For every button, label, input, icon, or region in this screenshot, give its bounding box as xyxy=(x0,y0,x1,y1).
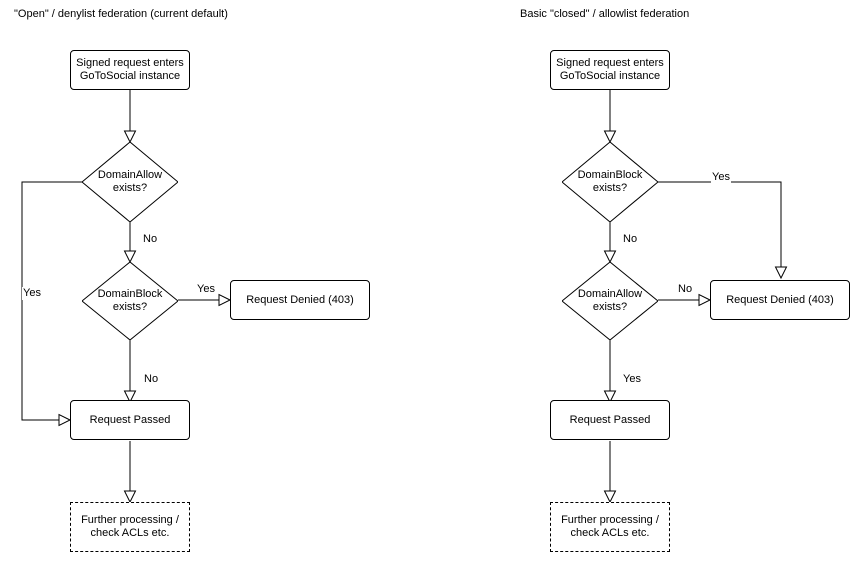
left-denied-node xyxy=(230,280,370,320)
left-entry-node xyxy=(70,50,190,90)
left-first-no-label: No xyxy=(143,233,158,245)
right-denied-node xyxy=(710,280,850,320)
right-first-decision-node xyxy=(562,142,658,222)
left-further-label: Further processing / check ACLs etc. xyxy=(81,514,179,539)
right-second-decision-node xyxy=(562,262,658,340)
left-second-decision-label: DomainBlock exists? xyxy=(97,288,163,313)
left-denied-label: Request Denied (403) xyxy=(246,293,354,306)
arrowhead-left-3 xyxy=(59,415,70,426)
right-further-node xyxy=(550,502,670,552)
right-first-yes-label: Yes xyxy=(712,171,730,183)
right-second-no-label: No xyxy=(678,283,693,295)
arrowhead-right-4 xyxy=(699,295,710,306)
right-diagram-title: Basic "closed" / allowlist federation xyxy=(520,8,690,20)
edge-right-block-yes xyxy=(658,182,781,268)
left-entry-label: Signed request enters GoToSocial instance xyxy=(76,57,184,82)
left-first-decision-node xyxy=(82,142,178,222)
left-second-yes-label: Yes xyxy=(197,283,215,295)
right-second-yes-label: Yes xyxy=(623,373,641,385)
edge-left-allow-yes xyxy=(22,182,82,420)
arrowhead-left-2 xyxy=(125,251,136,262)
left-second-decision-node xyxy=(82,262,178,340)
right-second-decision-label: DomainAllow exists? xyxy=(577,288,643,313)
arrowhead-left-4 xyxy=(219,295,230,306)
right-further-label: Further processing / check ACLs etc. xyxy=(561,514,659,539)
arrowhead-left-1 xyxy=(125,131,136,142)
right-passed-label: Request Passed xyxy=(569,413,651,426)
right-first-no-label: No xyxy=(623,233,638,245)
left-second-no-label: No xyxy=(144,373,159,385)
left-passed-node xyxy=(70,400,190,440)
right-entry-label: Signed request enters GoToSocial instance xyxy=(556,57,664,82)
left-passed-label: Request Passed xyxy=(89,413,171,426)
arrowhead-right-1 xyxy=(605,131,616,142)
arrowhead-right-6 xyxy=(605,491,616,502)
left-diagram-title: "Open" / denylist federation (current default) xyxy=(14,8,228,20)
right-entry-node xyxy=(550,50,670,90)
arrowhead-right-2 xyxy=(776,267,787,278)
left-first-decision-label: DomainAllow exists? xyxy=(97,169,163,194)
left-further-node xyxy=(70,502,190,552)
right-first-decision-label: DomainBlock exists? xyxy=(577,169,643,194)
arrowhead-left-6 xyxy=(125,491,136,502)
right-denied-label: Request Denied (403) xyxy=(726,293,834,306)
arrowhead-right-3 xyxy=(605,251,616,262)
right-passed-node xyxy=(550,400,670,440)
left-first-yes-label: Yes xyxy=(23,287,41,299)
